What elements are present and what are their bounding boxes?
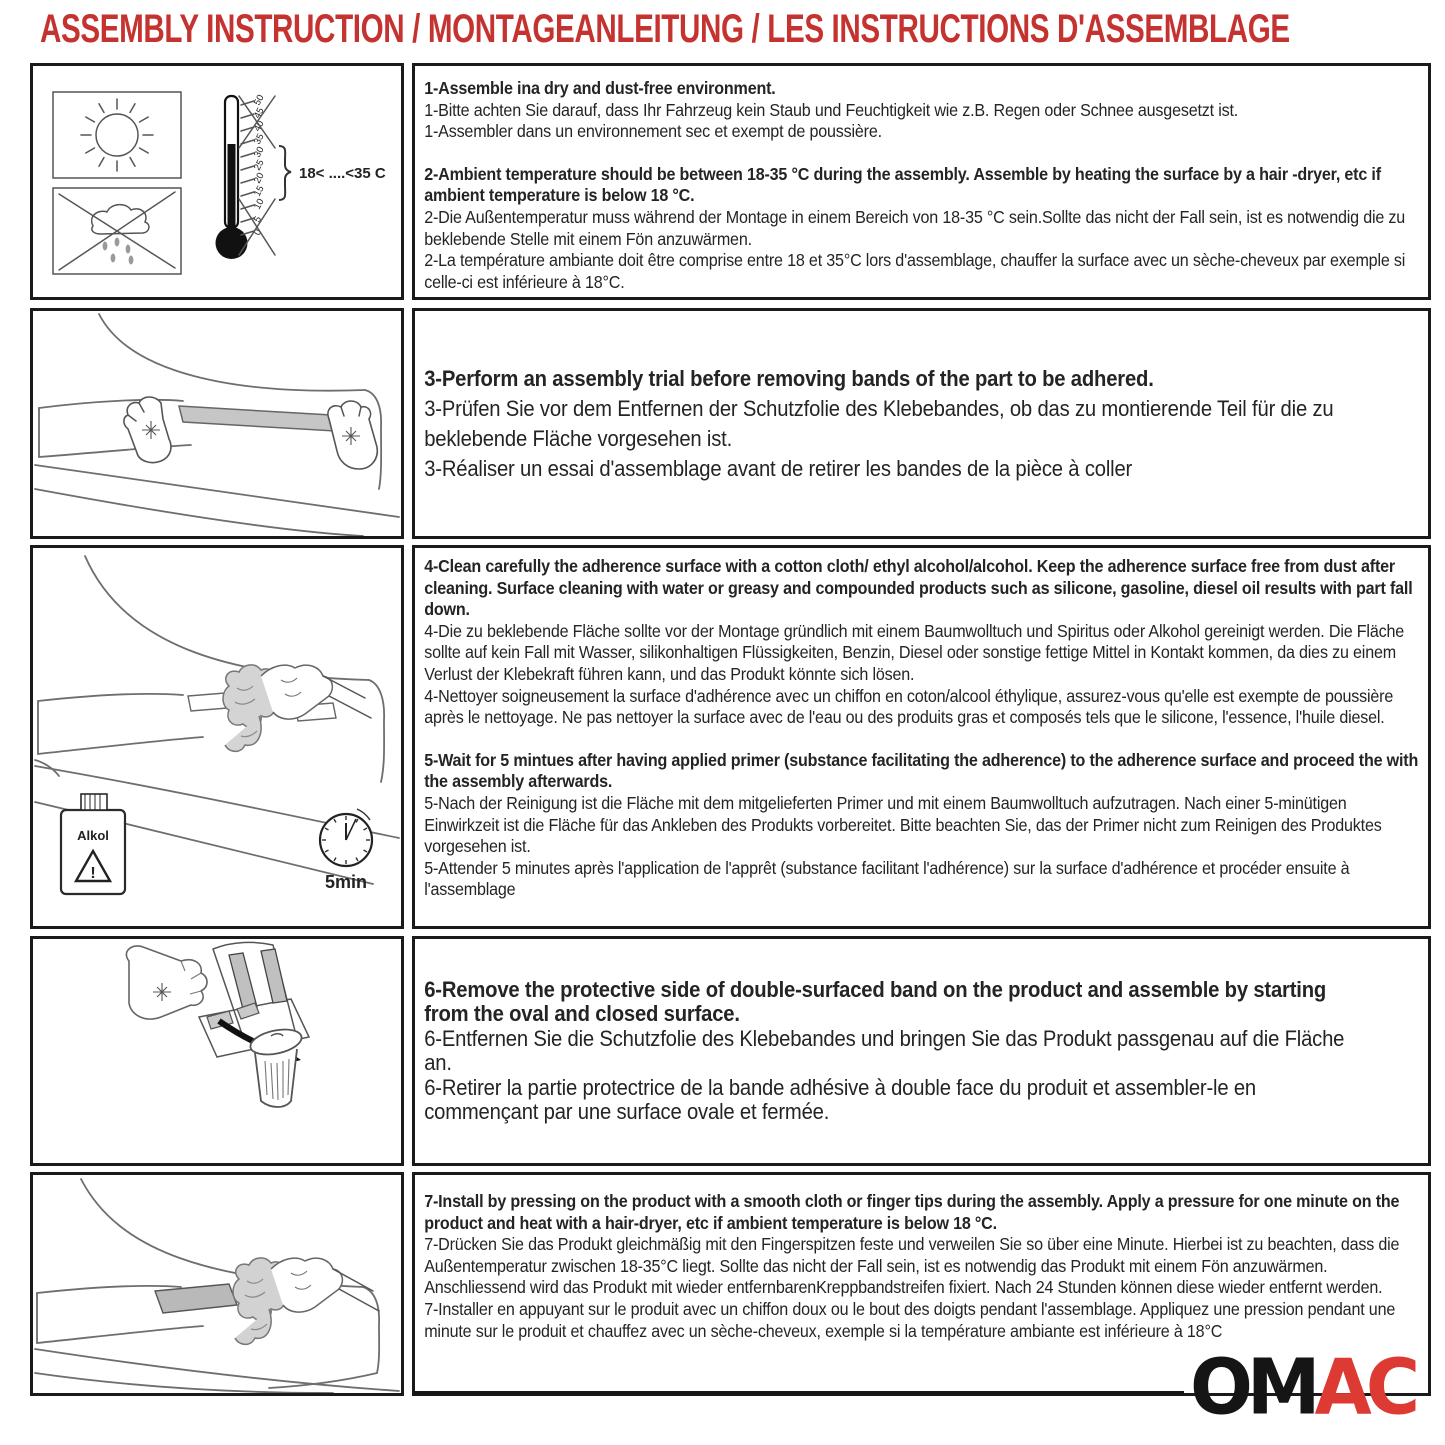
svg-text:10: 10 [251,196,267,212]
svg-text:50: 50 [251,92,267,108]
step5-de: 5-Nach der Reinigung ist die Fläche mit dem mitgelieferten Primer und mit einem Baumwolltuch aufzutragen. Nach einer 5-minütigen Einwirkzeit ist die Fläche für das Ankleben des Produkts vorbereitet. Bitte beachten Sie, das der Primer nicht zum Reinigen des Produktes vorgesehen ist. [424,792,1382,857]
step3-en: 3-Perform an assembly trial before removing bands of the part to be adhered. [424,365,1154,391]
step3-de: 3-Prüfen Sie vor dem Entfernen der Schutzfolie des Klebebandes, ob das zu montierende Teil für die zu beklebende Fläche vorgesehen ist. [424,395,1334,451]
step2-fr: 2-La température ambiante doit être comprise entre 18 et 35°C lors d'assemblage, chauffer la surface avec un sèche-cheveux par exemple si celle-ci est inférieure à 18°C. [424,250,1406,292]
svg-text:15: 15 [251,183,267,199]
section-environment-text [412,63,1431,300]
wheel-arch-line [85,556,369,680]
step1-fr: 1-Assembler dans un environnement sec et exempt de poussière. [424,121,882,142]
temperature-range-label: 18< ....<35 C [299,165,386,182]
clock-label: 5min [324,872,368,892]
svg-text:25: 25 [251,157,267,173]
left-hand [124,397,171,463]
step2-en: 2-Ambient temperature should be between 18-35 °C during the assembly. Assemble by heating the surface by a hair -dryer, etc if ambient temperature is below 18 °C. [424,163,1381,206]
step6-de: 6-Entfernen Sie die Schutzfolie des Klebebandes und bringen Sie das Produkt passgenau auf die Fläche an. [424,1025,1345,1075]
step7-de: 7-Drücken Sie das Produkt gleichmäßig mit den Fingerspitzen feste und verweilen Sie so über eine Minute. Hierbei ist zu beachten, dass die Außentemperatur zwischen 18-35°C liegt. Sollte das nicht der Fall sein, ist es notwendig das Produkt mit einem Fön anzuwärmen. Anschliessend wird das Produkt mit wieder entfernbarenKreppbandstreifen fixiert. Nach 24 Stunden können diese wieder entfernt werden. [424,1234,1400,1298]
pressing-drawing [33,1175,401,1393]
step1-de: 1-Bitte achten Sie darauf, dass Ihr Fahrzeug kein Staub und Feuchtigkeit wie z.B. Regen oder Schnee ausgesetzt ist. [424,99,1239,120]
wheel-arch-line [99,314,365,391]
step7-fr: 7-Installer en appuyant sur le produit avec un chiffon doux ou le bout des doigts pendant l'assemblage. Appliquez une pression pendant une minute sur le produit et chauffez avec un sèche-cheveux, exemple si la température ambiante est inférieure à 18°C [424,1298,1396,1341]
step6-fr: 6-Retirer la partie protectrice de la bande adhésive à double face du produit et assembler-le en commençant par une surface ovale et fermée. [424,1074,1256,1124]
step1-en: 1-Assemble ina dry and dust-free environment. [424,78,776,98]
peeling-hand [126,946,207,1019]
range-brace [279,146,291,200]
svg-text:20: 20 [251,170,267,186]
logo-text-black: OM [1190,1342,1315,1433]
step6-en: 6-Remove the protective side of double-surfaced band on the product and assemble by starting from the oval and closed surface. [424,976,1327,1026]
illustration-pressing [30,1172,404,1396]
sun-icon [81,99,153,171]
sun-rain-thermometer-drawing [33,66,401,297]
svg-text:45: 45 [251,105,267,121]
step3-fr: 3-Réaliser un essai d'assemblage avant de retirer les bandes de la pièce à coller [424,455,1133,481]
step4-en: 4-Clean carefully the adherence surface with a cotton cloth/ ethyl alcohol/alcohol. Keep the adherence surface free from dust after cleaning. Surface cleaning with water or greasy and compounded products such as silicone, gasoline, diesel oil results with part fall down. [424,556,1413,620]
section-remove-band-text [412,936,1431,1166]
alcohol-bottle-icon [61,794,125,894]
svg-text:40: 40 [251,118,267,134]
clock-icon [320,809,372,892]
section-cleaning-text [412,545,1431,929]
cleaning-drawing [33,548,401,926]
right-hand [328,401,377,469]
trash-bin-icon [248,1025,304,1107]
hands-holding-sill-trim-drawing [33,311,401,536]
step5-fr: 5-Attender 5 minutes après l'application de l'apprêt (substance facilitant l'adhérence) sur la surface d'adhérence et procéder ensuite à l'assemblage [424,857,1350,900]
sill-trim-strip [179,406,335,431]
section-trial-text [412,308,1431,539]
logo-text-red: AC [1314,1342,1415,1433]
step2-de: 2-Die Außentemperatur muss während der Montage in einem Bereich von 18-35 °C sein.Sollte das nicht der Fall sein, ist es notwendig die zu beklebende Stelle mit einem Fön anzuwärmen. [424,206,1406,249]
svg-text:35: 35 [251,131,267,147]
svg-text:!: ! [90,865,96,882]
step5-en: 5-Wait for 5 mintues after having applied primer (substance facilitating the adherence) to the adherence surface and proceed the with the assembly afterwards. [424,749,1419,792]
cleaning-hand-cloth [223,665,371,751]
illustration-cleaning [30,545,404,929]
thermometer-icon [216,93,386,259]
svg-text:5: 5 [251,214,265,225]
svg-text:30: 30 [251,144,267,160]
illustration-remove-band [30,936,404,1166]
bottle-label: Alkol [77,828,109,843]
illustration-assembly-trial [30,308,404,539]
step4-fr: 4-Nettoyer soigneusement la surface d'adhérence avec un chiffon en coton/alcool éthylique, assurez-vous qu'elle est exempte de poussière après le nettoyage. Ne pas nettoyer la surface avec de l'eau ou des produits gras et composés tels que le silicone, l'essence, l'huile diesel. [424,685,1394,728]
no-rain-icon [59,192,175,270]
illustration-environment [30,63,404,300]
step7-en: 7-Install by pressing on the product with a smooth cloth or finger tips during the assembly. Apply a pressure for one minute on the product and heat with a hair-dryer, etc if ambient temperature is below 18 °C. [424,1191,1400,1233]
omac-logo [1190,1342,1415,1433]
svg-text:0: 0 [251,227,265,238]
footer-rule [412,1391,1184,1395]
peeling-band-drawing [33,939,401,1163]
page-title: ASSEMBLY INSTRUCTION / MONTAGEANLEITUNG / LES INSTRUCTIONS D'ASSEMBLAGE [40,7,1290,51]
sill-trim-strip [155,1284,237,1313]
step4-de: 4-Die zu beklebende Fläche sollte vor der Montage gründlich mit einem Baumwolltuch und Spiritus oder Alkohol gereinigt werden. Die Fläche sollte auf kein Fall mit Wasser, silikonhaltigen Flüssigkeiten, Benzin, Diesel oder sonstige fettige Mittel in Kontakt kommen, da dies zu einem Verlust der Klebekraft führen kann, und das Produkt könnte sich lösen. [424,620,1404,684]
pressing-hand-cloth [233,1258,379,1344]
